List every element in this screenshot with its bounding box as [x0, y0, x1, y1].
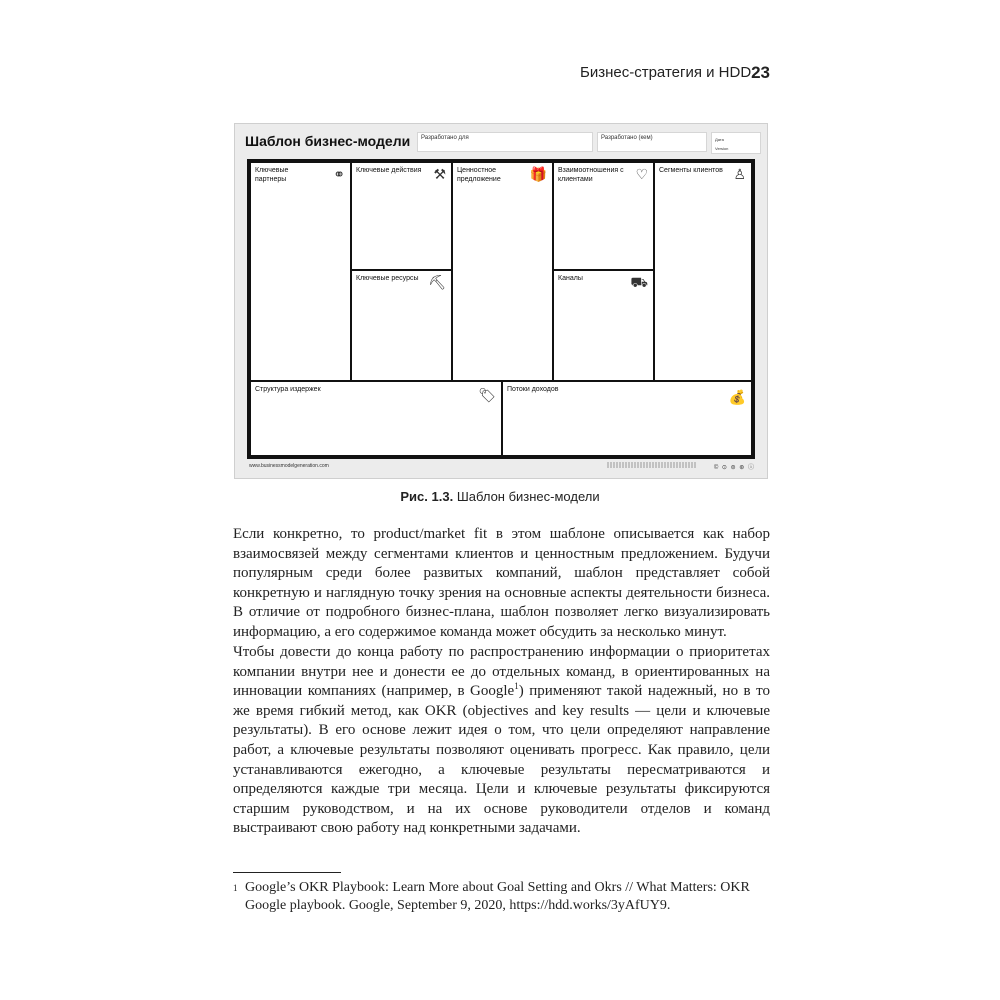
date-label: Дата	[715, 137, 724, 142]
canvas-title: Шаблон бизнес-модели	[245, 133, 411, 149]
block-key-activities-label: Ключевые действия	[356, 167, 422, 174]
block-key-partners-label: Ключевые партнеры	[255, 167, 289, 183]
price-tag-icon: 🏷	[478, 387, 496, 403]
date-version-field	[711, 132, 761, 154]
license-fine-print	[607, 462, 697, 468]
money-bag-icon: 💰	[728, 389, 746, 405]
canvas-url: www.businessmodelgeneration.com	[249, 463, 329, 469]
gift-icon: 🎁	[529, 166, 547, 182]
footnote-text: Google’s OKR Playbook: Learn More about Goal Setting and Okrs // What Matters: OKR Google playbook. Google, September 9, 2020, https://hdd.works/3yAfUY9.	[245, 880, 750, 913]
designed-for-field: Разработано для	[417, 132, 593, 152]
person-icon: ♙	[733, 166, 746, 182]
link-icon: ⚭	[333, 166, 345, 182]
body-paragraph-2-part-a: Чтобы довести до конца работу по распространению информации о приоритетах компании внутри нее и донести ее до отдельных команд, в ориентированных на инновации компаниях (например, в Google	[233, 644, 770, 700]
page-number: 23	[751, 63, 770, 82]
block-key-resources	[351, 270, 452, 381]
figure-caption-text: Шаблон бизнес-модели	[456, 489, 600, 504]
block-key-resources-label: Ключевые ресурсы	[356, 275, 419, 282]
heart-icon: ♡	[635, 166, 648, 182]
body-paragraph-2-part-b: ) применяют такой надежный, но в то же время гибкий метод, как OKR (objectives and key results — цели и ключевые результаты). В его основе лежит идея о том, что цели определяют направление работ, а ключевые результаты позволяют оценивать прогресс. Как правило, цели устанавливаются ежегодно, а ключевые результаты пересматриваются и определяются каждые три месяца. Цели и ключевые результаты фиксируются старшим руководством, и на их основе руководители отделов и команд выстраивают свою работу над конкретными задачами.	[233, 683, 770, 837]
block-customer-relationships	[553, 162, 654, 270]
body-paragraph-2	[233, 643, 770, 839]
version-label: Version	[715, 146, 729, 151]
activity-icon: ⚒	[433, 166, 446, 182]
footnote-number: 1	[233, 883, 238, 893]
designed-by-field: Разработано (кем)	[597, 132, 707, 152]
figure-caption-label: Рис. 1.3.	[400, 489, 454, 504]
body-paragraph-1: Если конкретно, то product/market fit в этом шаблоне описывается как набор взаимосвязей между сегментами клиентов и ценностным предложением. Будучи популярным среди более развитых компаний, шаблон представляет собой конкретную и наглядную точку зрения на основные аспекты деятельности бизнеса. В отличие от подробного бизнес-плана, шаблон позволяет легко визуализировать информацию, а его содержимое команда может обсудить за несколько минут.	[233, 526, 770, 640]
block-value-proposition	[452, 162, 553, 381]
block-customer-segments-label: Сегменты клиентов	[659, 167, 723, 174]
resources-icon: ⛏	[428, 274, 446, 290]
footnote-reference[interactable]: 1	[514, 681, 519, 692]
block-revenue-streams	[502, 381, 752, 456]
canvas-grid	[247, 159, 755, 459]
block-channels-label: Каналы	[558, 275, 583, 282]
license-icons: © ⊙ ⊜ ⊛ ⓘ	[713, 465, 755, 471]
block-key-partners	[250, 162, 351, 381]
block-cost-structure-label: Структура издержек	[255, 386, 321, 393]
truck-icon: ⛟	[630, 274, 648, 290]
block-key-activities	[351, 162, 452, 270]
block-customer-relationships-label: Взаимоотношения с клиентами	[558, 167, 624, 183]
block-channels	[553, 270, 654, 381]
running-head-section: Бизнес-стратегия и HDD	[580, 64, 752, 81]
business-model-canvas-figure	[234, 123, 768, 479]
footnote-rule	[233, 872, 341, 873]
block-value-proposition-label: Ценностное предложение	[457, 167, 501, 183]
figure-caption	[0, 489, 1000, 504]
block-cost-structure	[250, 381, 502, 456]
footnote	[233, 879, 770, 915]
block-customer-segments	[654, 162, 752, 381]
block-revenue-streams-label: Потоки доходов	[507, 386, 559, 393]
